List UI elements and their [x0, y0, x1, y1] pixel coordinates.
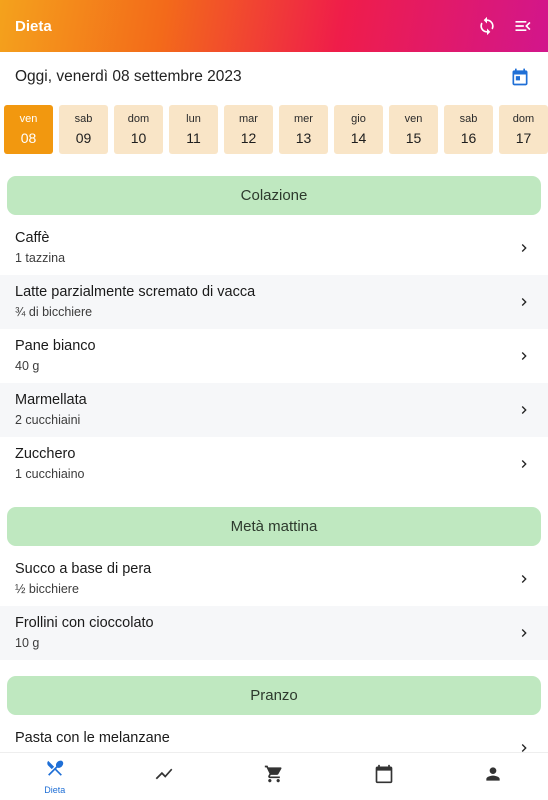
day-selector	[4, 105, 548, 154]
current-date-text: Oggi, venerdì 08 settembre 2023	[15, 68, 242, 85]
current-date-row	[0, 52, 548, 102]
day-chip[interactable]	[389, 105, 438, 154]
chevron-right-icon	[516, 294, 532, 310]
meal-header: Colazione	[7, 176, 541, 215]
day-number: 13	[295, 129, 312, 146]
food-item[interactable]	[0, 329, 548, 383]
chevron-right-icon	[516, 402, 532, 418]
day-chip[interactable]	[114, 105, 163, 154]
diet-icon	[45, 758, 65, 783]
food-quantity: 1 tazzina	[15, 251, 66, 265]
nav-item-dieta[interactable]	[0, 753, 110, 800]
day-number: 10	[130, 129, 147, 146]
day-number: 17	[515, 129, 532, 146]
chevron-right-icon	[516, 625, 532, 641]
day-chip[interactable]	[279, 105, 328, 154]
day-chip-selected[interactable]	[4, 105, 53, 154]
chevron-right-icon	[516, 240, 532, 256]
chevron-right-icon	[516, 571, 532, 587]
meal-section-colazione	[0, 176, 548, 491]
menu-open-icon[interactable]	[512, 15, 534, 37]
day-number: 08	[20, 129, 37, 146]
day-number: 14	[350, 129, 367, 146]
food-name: Caffè	[15, 230, 50, 246]
food-item[interactable]	[0, 606, 548, 660]
nav-item-calendar[interactable]	[329, 753, 439, 800]
food-item[interactable]	[0, 383, 548, 437]
food-quantity: 1 cucchiaino	[15, 467, 85, 481]
chevron-right-icon	[516, 456, 532, 472]
food-name: Succo a base di pera	[15, 561, 152, 577]
food-name: Zucchero	[15, 446, 76, 462]
day-of-week: dom	[512, 112, 535, 125]
nav-label-dieta: Dieta	[44, 785, 66, 795]
app-title: Dieta	[15, 17, 52, 35]
food-quantity: 2 cucchiaini	[15, 413, 81, 427]
meal-header: Metà mattina	[7, 507, 541, 546]
calendar-icon[interactable]	[508, 65, 532, 89]
bottom-navigation	[0, 752, 548, 800]
nav-item-progress[interactable]	[110, 753, 220, 800]
food-name: Pane bianco	[15, 338, 96, 354]
meals-list[interactable]	[0, 168, 548, 752]
nav-item-profile[interactable]	[438, 753, 548, 800]
day-of-week: sab	[459, 112, 478, 125]
day-of-week: sab	[74, 112, 93, 125]
day-chip[interactable]	[444, 105, 493, 154]
chevron-right-icon	[516, 348, 532, 364]
food-quantity: 40 g	[15, 359, 40, 373]
day-of-week: dom	[127, 112, 150, 125]
day-number: 15	[405, 129, 422, 146]
day-of-week: mar	[239, 112, 258, 125]
day-of-week: ven	[19, 112, 38, 125]
day-number: 11	[186, 129, 201, 146]
day-chip[interactable]	[499, 105, 548, 154]
meal-section-meta-mattina	[0, 507, 548, 660]
day-chip[interactable]	[334, 105, 383, 154]
food-name: Marmellata	[15, 392, 87, 408]
food-name: Frollini con cioccolato	[15, 615, 154, 631]
food-quantity: 10 g	[15, 636, 40, 650]
food-item[interactable]	[0, 221, 548, 275]
chart-icon	[154, 764, 174, 789]
day-of-week: ven	[404, 112, 423, 125]
food-item[interactable]	[0, 275, 548, 329]
food-quantity: ½ bicchiere	[15, 582, 79, 596]
food-name: Pasta con le melanzane	[15, 730, 170, 746]
day-number: 12	[240, 129, 257, 146]
day-chip[interactable]	[224, 105, 273, 154]
food-name: Latte parzialmente scremato di vacca	[15, 284, 256, 300]
day-of-week: gio	[351, 112, 366, 125]
app-bar	[0, 0, 548, 52]
food-quantity: ¾ di bicchiere	[15, 305, 93, 319]
day-chip[interactable]	[59, 105, 108, 154]
person-icon	[483, 764, 503, 789]
meal-header: Pranzo	[7, 676, 541, 715]
calendar-icon	[374, 764, 394, 789]
food-item[interactable]	[0, 437, 548, 491]
nav-item-shopping[interactable]	[219, 753, 329, 800]
day-of-week: lun	[186, 112, 201, 125]
cart-icon	[264, 764, 284, 789]
day-chip[interactable]	[169, 105, 218, 154]
day-number: 09	[75, 129, 92, 146]
sync-icon[interactable]	[476, 15, 498, 37]
day-number: 16	[460, 129, 477, 146]
food-item[interactable]	[0, 552, 548, 606]
day-of-week: mer	[294, 112, 313, 125]
